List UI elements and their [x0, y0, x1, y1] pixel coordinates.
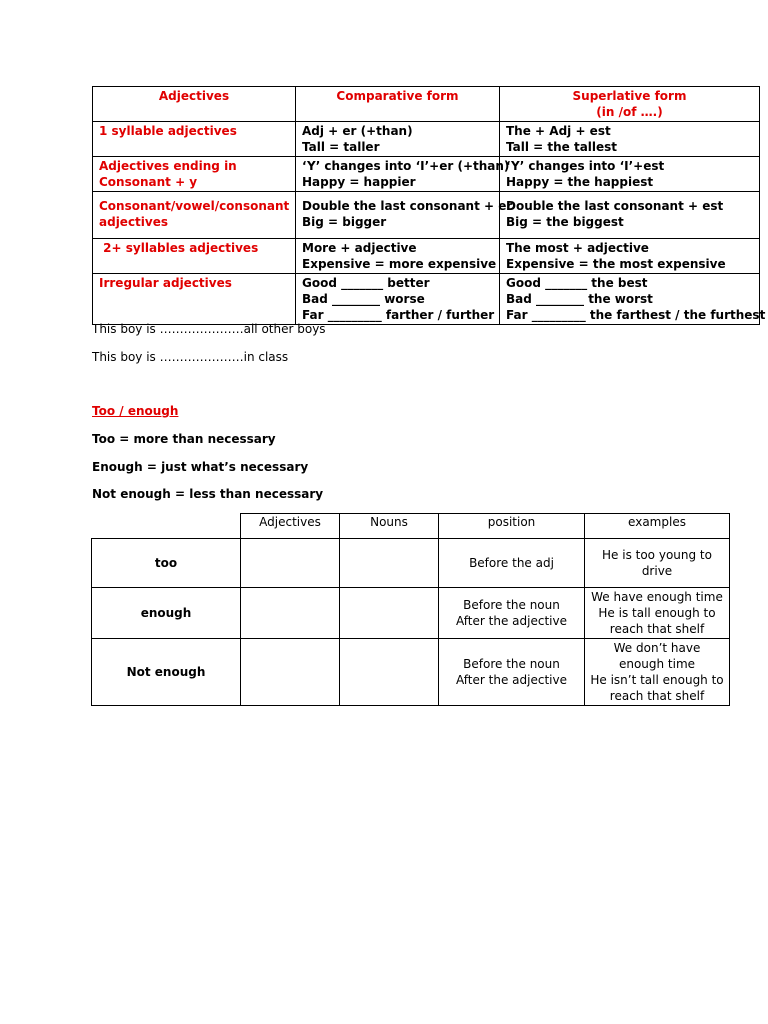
usage-table: [91, 538, 730, 706]
comparative-cell: Good _______ better Bad ________ worse Far _________ farther / further: [296, 274, 500, 325]
row-label: enough: [92, 588, 241, 639]
nouns-cell: [340, 639, 439, 706]
examples-cell: We don’t have enough time He isn’t tall enough to reach that shelf: [585, 639, 730, 706]
sentence-2: This boy is …………………in class: [92, 350, 289, 364]
comparative-cell: ‘Y’ changes into ‘I’+er (+than) Happy = happier: [296, 157, 500, 192]
definition-enough: Enough = just what’s necessary: [92, 460, 309, 474]
adjectives-cell: [241, 639, 340, 706]
header-superlative: Superlative form (in /of ….): [500, 87, 760, 122]
too-enough-heading: Too / enough: [92, 404, 179, 418]
usage-row-too: [92, 539, 730, 588]
row-label: too: [92, 539, 241, 588]
definition-too: Too = more than necessary: [92, 432, 276, 446]
position-cell: Before the noun After the adjective: [439, 639, 585, 706]
examples-cell: We have enough time He is tall enough to reach that shelf: [585, 588, 730, 639]
adjectives-cell: [241, 588, 340, 639]
header-adjectives: Adjectives: [241, 514, 340, 539]
comparison-row: [93, 274, 760, 325]
comparative-cell: Adj + er (+than) Tall = taller: [296, 122, 500, 157]
usage-table-header: [240, 513, 730, 539]
superlative-cell: ‘Y’ changes into ‘I’+est Happy = the happiest: [500, 157, 760, 192]
category-cell: 1 syllable adjectives: [93, 122, 296, 157]
category-cell: Adjectives ending in Consonant + y: [93, 157, 296, 192]
category-cell: 2+ syllables adjectives: [93, 239, 296, 274]
comparative-cell: Double the last consonant + er Big = bigger: [296, 192, 500, 239]
comparison-row: [93, 239, 760, 274]
superlative-cell: The most + adjective Expensive = the most expensive: [500, 239, 760, 274]
adjectives-cell: [241, 539, 340, 588]
definition-not-enough: Not enough = less than necessary: [92, 487, 324, 501]
examples-cell: He is too young to drive: [585, 539, 730, 588]
superlative-cell: Double the last consonant + est Big = the biggest: [500, 192, 760, 239]
header-comparative: Comparative form: [296, 87, 500, 122]
superlative-cell: Good _______ the best Bad ________ the worst Far _________ the farthest / the furthest: [500, 274, 760, 325]
comparative-cell: More + adjective Expensive = more expensive: [296, 239, 500, 274]
comparison-row: [93, 157, 760, 192]
nouns-cell: [340, 539, 439, 588]
category-cell: Consonant/vowel/consonant adjectives: [93, 192, 296, 239]
usage-row-not-enough: [92, 639, 730, 706]
comparison-row: [93, 192, 760, 239]
category-cell: Irregular adjectives: [93, 274, 296, 325]
comparison-header-row: [93, 87, 760, 122]
comparison-table: [92, 86, 766, 325]
header-adjectives: Adjectives: [93, 87, 296, 122]
position-cell: Before the adj: [439, 539, 585, 588]
row-label: Not enough: [92, 639, 241, 706]
position-cell: Before the noun After the adjective: [439, 588, 585, 639]
comparison-row: [93, 122, 760, 157]
usage-row-enough: [92, 588, 730, 639]
header-position: position: [439, 514, 585, 539]
header-examples: examples: [585, 514, 730, 539]
header-nouns: Nouns: [340, 514, 439, 539]
nouns-cell: [340, 588, 439, 639]
superlative-cell: The + Adj + est Tall = the tallest: [500, 122, 760, 157]
sentence-1: This boy is …………………all other boys: [92, 322, 326, 336]
